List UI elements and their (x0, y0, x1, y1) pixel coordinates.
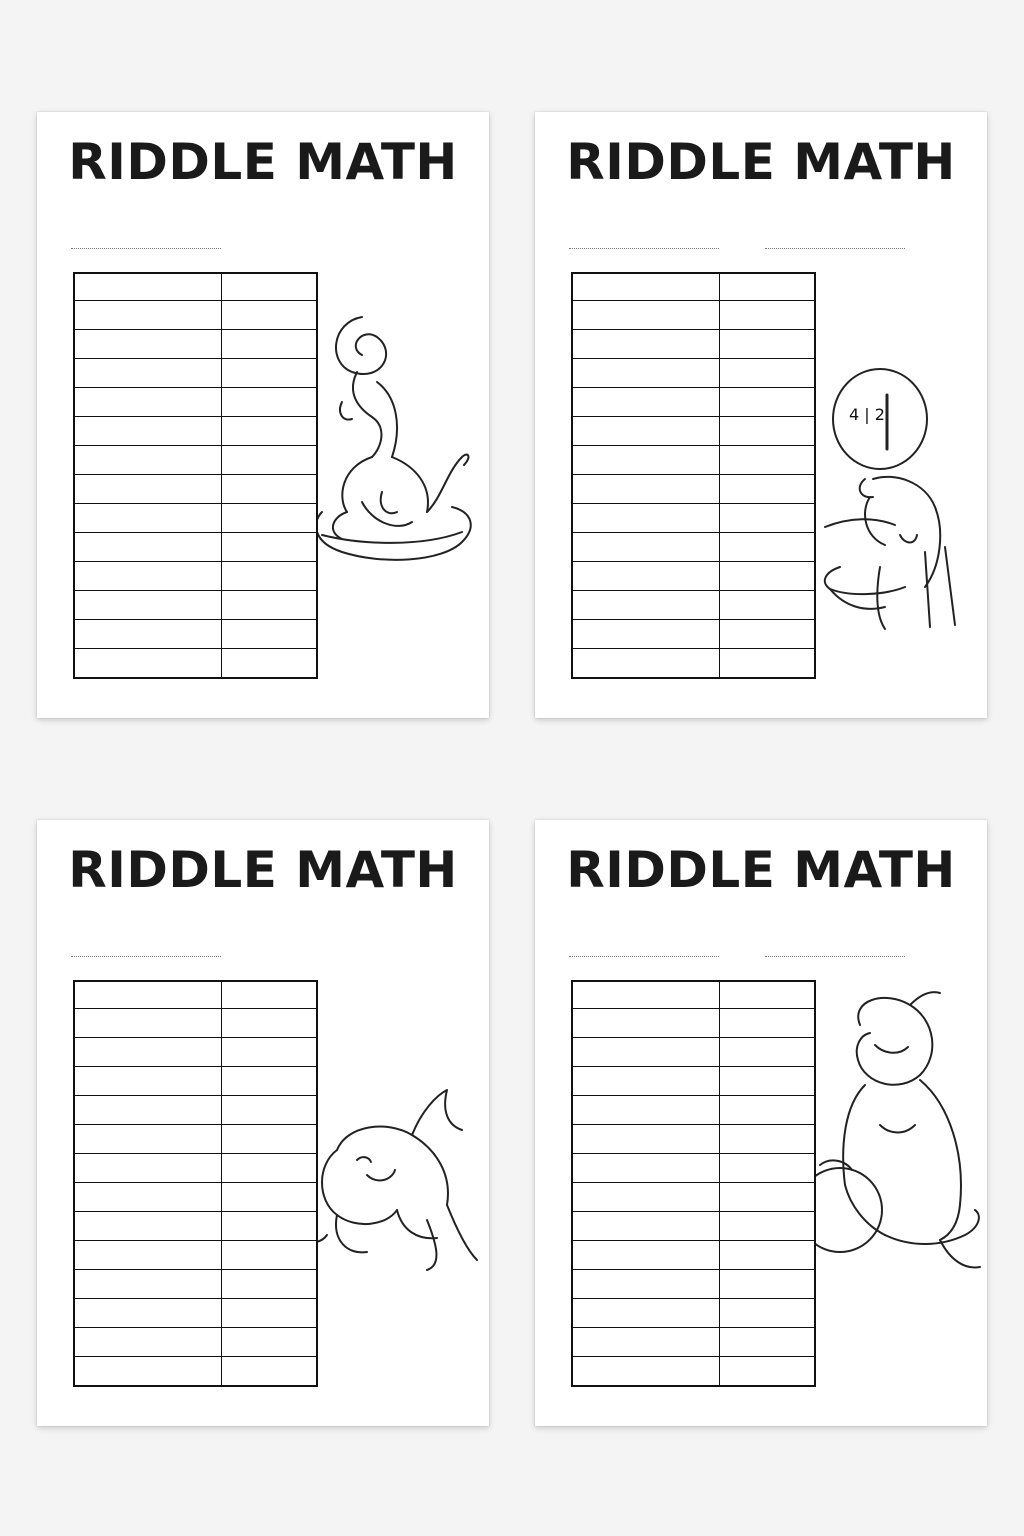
answer-cell (720, 1299, 816, 1328)
instruction-subline-right (765, 956, 905, 960)
table-row (572, 1183, 815, 1212)
problem-cell (572, 388, 720, 417)
table-row (74, 649, 317, 679)
column-header-answer (720, 273, 816, 301)
answer-cell (720, 359, 816, 388)
answer-cell (720, 1212, 816, 1241)
problem-cell (74, 533, 222, 562)
table-row (572, 301, 815, 330)
table-row (572, 1038, 815, 1067)
table-row (74, 301, 317, 330)
table-row (74, 1125, 317, 1154)
table-row (74, 504, 317, 533)
table-row (572, 1125, 815, 1154)
answer-cell (720, 417, 816, 446)
answer-cell (222, 1183, 318, 1212)
problem-cell (572, 1357, 720, 1387)
answer-cell (222, 1096, 318, 1125)
table-row (74, 1270, 317, 1299)
problem-cell (74, 330, 222, 359)
table-row (572, 475, 815, 504)
answer-cell (222, 446, 318, 475)
problem-cell (572, 620, 720, 649)
answer-cell (222, 301, 318, 330)
figure-with-ball-illustration (790, 985, 987, 1285)
worksheet-title: RIDDLE MATH (68, 841, 458, 899)
answer-cell (720, 649, 816, 679)
problem-cell (572, 1067, 720, 1096)
answer-cell (222, 591, 318, 620)
answer-cell (720, 446, 816, 475)
table-row (572, 591, 815, 620)
answer-cell (222, 504, 318, 533)
answer-cell (222, 1154, 318, 1183)
riddle-table (571, 980, 816, 1387)
problem-cell (74, 1096, 222, 1125)
problem-cell (572, 417, 720, 446)
table-row (572, 1357, 815, 1387)
worksheet-title: RIDDLE MATH (566, 841, 956, 899)
problem-cell (74, 388, 222, 417)
table-row (572, 649, 815, 679)
problem-cell (572, 359, 720, 388)
table-body (572, 1009, 815, 1387)
worksheet-title: RIDDLE MATH (566, 133, 956, 191)
table-row (74, 620, 317, 649)
table-row (74, 1328, 317, 1357)
riddle-table (571, 272, 816, 679)
problem-cell (572, 1096, 720, 1125)
instruction-subline (569, 956, 719, 960)
answer-cell (720, 504, 816, 533)
table-row (572, 533, 815, 562)
table-row (74, 1241, 317, 1270)
answer-cell (222, 533, 318, 562)
table-row (572, 620, 815, 649)
problem-cell (572, 1299, 720, 1328)
table-row (572, 1328, 815, 1357)
instruction-subline (71, 248, 221, 252)
answer-cell (720, 533, 816, 562)
problem-cell (74, 417, 222, 446)
answer-cell (222, 562, 318, 591)
answer-cell (222, 1038, 318, 1067)
problem-cell (572, 1183, 720, 1212)
answer-cell (222, 1357, 318, 1387)
column-header-answer (222, 273, 318, 301)
problem-cell (572, 1154, 720, 1183)
answer-cell (720, 620, 816, 649)
problem-cell (74, 1067, 222, 1096)
problem-cell (74, 475, 222, 504)
balloon-figure-illustration (805, 367, 985, 647)
answer-cell (720, 591, 816, 620)
worksheet-1 (37, 112, 489, 718)
problem-cell (74, 620, 222, 649)
balloon-text: 4 | 2 (849, 405, 885, 424)
table-row (74, 1009, 317, 1038)
answer-cell (222, 388, 318, 417)
table-row (74, 1357, 317, 1387)
answer-cell (222, 1009, 318, 1038)
answer-cell (720, 1067, 816, 1096)
answer-cell (222, 1212, 318, 1241)
problem-cell (572, 330, 720, 359)
table-body (74, 301, 317, 679)
answer-cell (720, 1241, 816, 1270)
problem-cell (572, 562, 720, 591)
problem-cell (572, 1125, 720, 1154)
column-header-answer (222, 981, 318, 1009)
table-row (572, 1212, 815, 1241)
answer-cell (222, 1241, 318, 1270)
problem-cell (572, 1212, 720, 1241)
table-row (74, 562, 317, 591)
answer-cell (720, 1154, 816, 1183)
table-row (74, 388, 317, 417)
problem-cell (572, 533, 720, 562)
answer-cell (720, 388, 816, 417)
riddle-table (73, 980, 318, 1387)
answer-cell (720, 1357, 816, 1387)
problem-cell (74, 301, 222, 330)
table-row (74, 330, 317, 359)
table-row (572, 359, 815, 388)
table-row (572, 1067, 815, 1096)
table-row (74, 359, 317, 388)
answer-cell (222, 1067, 318, 1096)
problem-cell (74, 446, 222, 475)
answer-cell (222, 1125, 318, 1154)
problem-cell (74, 1183, 222, 1212)
problem-cell (74, 1125, 222, 1154)
problem-cell (74, 504, 222, 533)
answer-cell (720, 1328, 816, 1357)
column-header-problem (572, 273, 720, 301)
instruction-subline-right (765, 248, 905, 252)
answer-cell (720, 330, 816, 359)
table-row (572, 1096, 815, 1125)
answer-cell (222, 1328, 318, 1357)
table-row (74, 417, 317, 446)
table-row (572, 1154, 815, 1183)
answer-cell (222, 359, 318, 388)
table-row (74, 475, 317, 504)
problem-cell (74, 591, 222, 620)
problem-cell (74, 1154, 222, 1183)
table-row (572, 446, 815, 475)
problem-cell (74, 649, 222, 679)
problem-cell (572, 301, 720, 330)
table-body (572, 301, 815, 679)
table-row (572, 388, 815, 417)
answer-cell (720, 1096, 816, 1125)
problem-cell (572, 1328, 720, 1357)
answer-cell (720, 1183, 816, 1212)
problem-cell (74, 1270, 222, 1299)
table-row (74, 446, 317, 475)
curled-creature-illustration (302, 307, 487, 582)
worksheet-title: RIDDLE MATH (68, 133, 458, 191)
problem-cell (74, 359, 222, 388)
column-header-problem (74, 981, 222, 1009)
problem-cell (572, 591, 720, 620)
table-row (74, 533, 317, 562)
problem-cell (74, 1038, 222, 1067)
table-row (74, 1067, 317, 1096)
problem-cell (572, 1009, 720, 1038)
table-row (572, 562, 815, 591)
answer-cell (720, 301, 816, 330)
answer-cell (222, 1270, 318, 1299)
problem-cell (572, 1241, 720, 1270)
problem-cell (74, 562, 222, 591)
answer-cell (222, 649, 318, 679)
problem-cell (74, 1328, 222, 1357)
answer-cell (222, 417, 318, 446)
table-row (74, 1299, 317, 1328)
table-row (74, 1038, 317, 1067)
worksheet-3 (37, 820, 489, 1426)
table-row (572, 330, 815, 359)
table-row (572, 1270, 815, 1299)
table-body (74, 1009, 317, 1387)
table-row (572, 504, 815, 533)
table-row (74, 1096, 317, 1125)
problem-cell (74, 1009, 222, 1038)
instruction-subline (569, 248, 719, 252)
answer-cell (720, 562, 816, 591)
answer-cell (222, 620, 318, 649)
problem-cell (572, 446, 720, 475)
table-row (74, 1154, 317, 1183)
instruction-subline (71, 956, 221, 960)
answer-cell (720, 1009, 816, 1038)
answer-cell (720, 1125, 816, 1154)
answer-cell (222, 475, 318, 504)
riddle-table (73, 272, 318, 679)
answer-cell (222, 330, 318, 359)
table-row (572, 1009, 815, 1038)
problem-cell (74, 1241, 222, 1270)
problem-cell (572, 1038, 720, 1067)
table-row (74, 591, 317, 620)
problem-cell (74, 1357, 222, 1387)
table-row (74, 1212, 317, 1241)
answer-cell (720, 1270, 816, 1299)
answer-cell (720, 1038, 816, 1067)
table-row (572, 1241, 815, 1270)
table-row (572, 1299, 815, 1328)
problem-cell (572, 649, 720, 679)
problem-cell (572, 1270, 720, 1299)
problem-cell (74, 1212, 222, 1241)
answer-cell (222, 1299, 318, 1328)
answer-cell (720, 475, 816, 504)
worksheet-2 (535, 112, 987, 718)
problem-cell (572, 475, 720, 504)
table-row (74, 1183, 317, 1212)
table-row (572, 417, 815, 446)
problem-cell (74, 1299, 222, 1328)
column-header-problem (74, 273, 222, 301)
worksheet-4 (535, 820, 987, 1426)
column-header-answer (720, 981, 816, 1009)
problem-cell (572, 504, 720, 533)
column-header-problem (572, 981, 720, 1009)
